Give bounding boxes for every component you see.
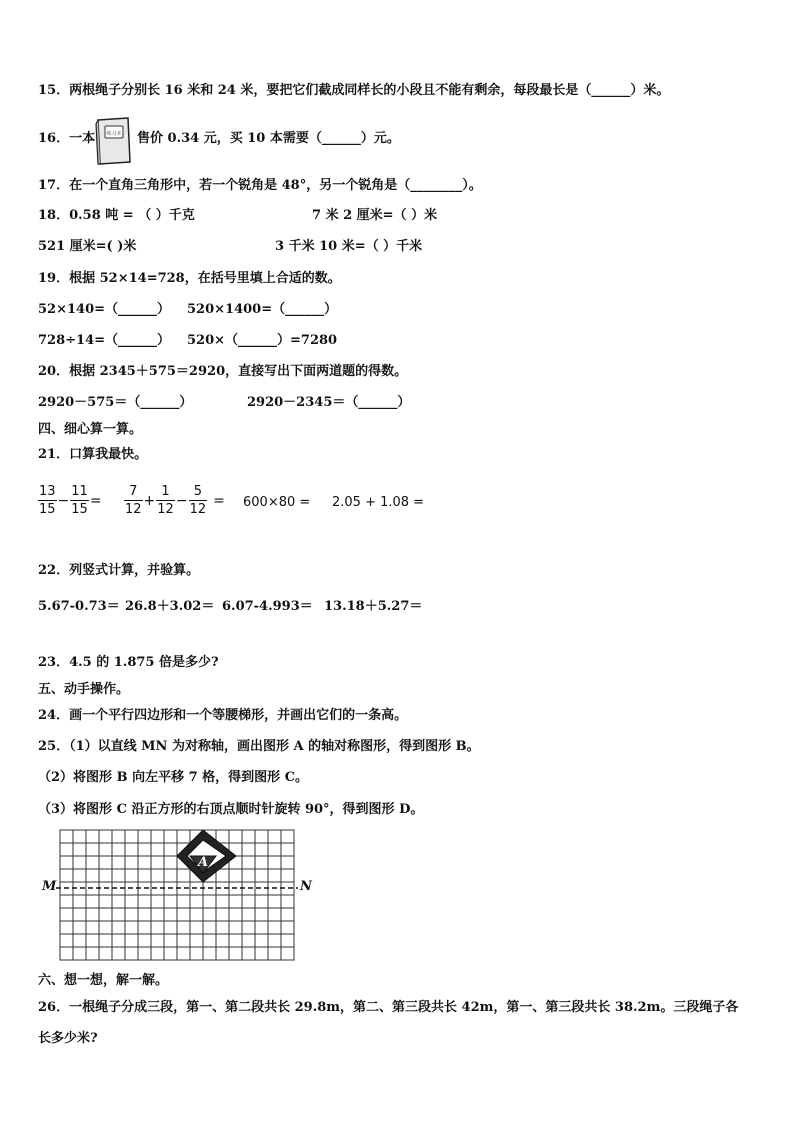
question-19-d: 520×（______）=7280 [187, 333, 338, 348]
section-6-heading: 六、想一想，解一解。 [38, 973, 169, 988]
question-19-a: 52×140=（______） [38, 302, 171, 317]
notebook-label: 练习本 [106, 131, 122, 137]
question-23: 23．4.5 的 1.875 倍是多少? [38, 655, 219, 670]
question-19-b: 520×1400=（______） [187, 302, 338, 317]
question-18-c: 521 厘米=( )米 [38, 239, 137, 254]
question-26-line-1: 26．一根绳子分成三段，第一、第二段共长 29.8m，第二、第三段共长 42m，第一、第三段共长 38.2m。三段绳子各 [38, 1000, 739, 1015]
question-18-b: 7 米 2 厘米=（ ）米 [312, 208, 438, 223]
grid-figure [40, 826, 316, 966]
question-25-part-3: （3）将图形 C 沿正方形的右顶点顺时针旋转 90°，得到图形 D。 [38, 802, 424, 817]
fraction: $\frac{11}{15}$ [71, 484, 88, 517]
section-4-heading: 四、细心算一算。 [38, 422, 143, 437]
question-22-d: 13.18＋5.27＝ [324, 599, 423, 614]
question-25-part-2: （2）将图形 B 向左平移 7 格，得到图形 C。 [38, 770, 309, 785]
question-20-stem: 20．根据 2345＋575＝2920，直接写出下面两道题的得数。 [38, 364, 408, 379]
question-26-line-2: 长多少米? [38, 1031, 98, 1046]
q21-expression-1: $\frac{13}{15}$ − $\frac{11}{15}$ = [39, 484, 102, 517]
question-22-c: 6.07-4.993＝ [222, 599, 313, 614]
question-17: 17．在一个直角三角形中，若一个锐角是 48°，另一个锐角是（________）。 [38, 178, 482, 193]
grid-svg [40, 826, 316, 966]
label-m: M [42, 879, 57, 894]
fraction: $\frac{5}{12}$ [189, 484, 207, 517]
question-16-prefix: 16．一本 [38, 131, 96, 146]
question-16-suffix: 售价 0.34 元，买 10 本需要（______）元。 [137, 131, 400, 146]
section-5-heading: 五、动手操作。 [38, 682, 130, 697]
question-22-b: 26.8＋3.02＝ [125, 599, 215, 614]
question-18-d: 3 千米 10 米=（ ）千米 [275, 239, 423, 254]
label-n: N [300, 879, 312, 894]
question-24: 24．画一个平行四边形和一个等腰梯形，并画出它们的一条高。 [38, 708, 408, 723]
grid-lines [60, 830, 294, 960]
fraction: $\frac{13}{15}$ [39, 484, 56, 517]
question-22-a: 5.67-0.73＝ [38, 599, 120, 614]
question-19-stem: 19．根据 52×14=728，在括号里填上合适的数。 [38, 271, 341, 286]
question-18-a: 18．0.58 吨 = （ ）千克 [38, 208, 195, 223]
fraction: $\frac{1}{12}$ [157, 484, 174, 517]
label-a: A [198, 855, 209, 870]
q21-expression-4: 2.05 + 1.08 = [332, 495, 425, 510]
question-25-part-1: 25．（1）以直线 MN 为对称轴，画出图形 A 的轴对称图形，得到图形 B。 [38, 739, 480, 754]
q21-expression-3: 600×80 = [243, 495, 311, 510]
question-21-stem: 21．口算我最快。 [38, 447, 148, 462]
notebook-icon [93, 116, 133, 166]
question-20-b: 2920－2345＝（______） [247, 395, 411, 410]
question-15: 15．两根绳子分别长 16 米和 24 米，要把它们截成同样长的小段且不能有剩余，每段最长是（______）米。 [38, 83, 670, 98]
fraction: $\frac{7}{12}$ [125, 484, 142, 517]
question-19-c: 728÷14=（______） [38, 333, 171, 348]
question-22-stem: 22．列竖式计算，并验算。 [38, 563, 200, 578]
q21-expression-2: $\frac{7}{12}$ + $\frac{1}{12}$ − $\frac{5}{12}$ = [125, 484, 225, 517]
question-20-a: 2920－575＝（______） [38, 395, 193, 410]
